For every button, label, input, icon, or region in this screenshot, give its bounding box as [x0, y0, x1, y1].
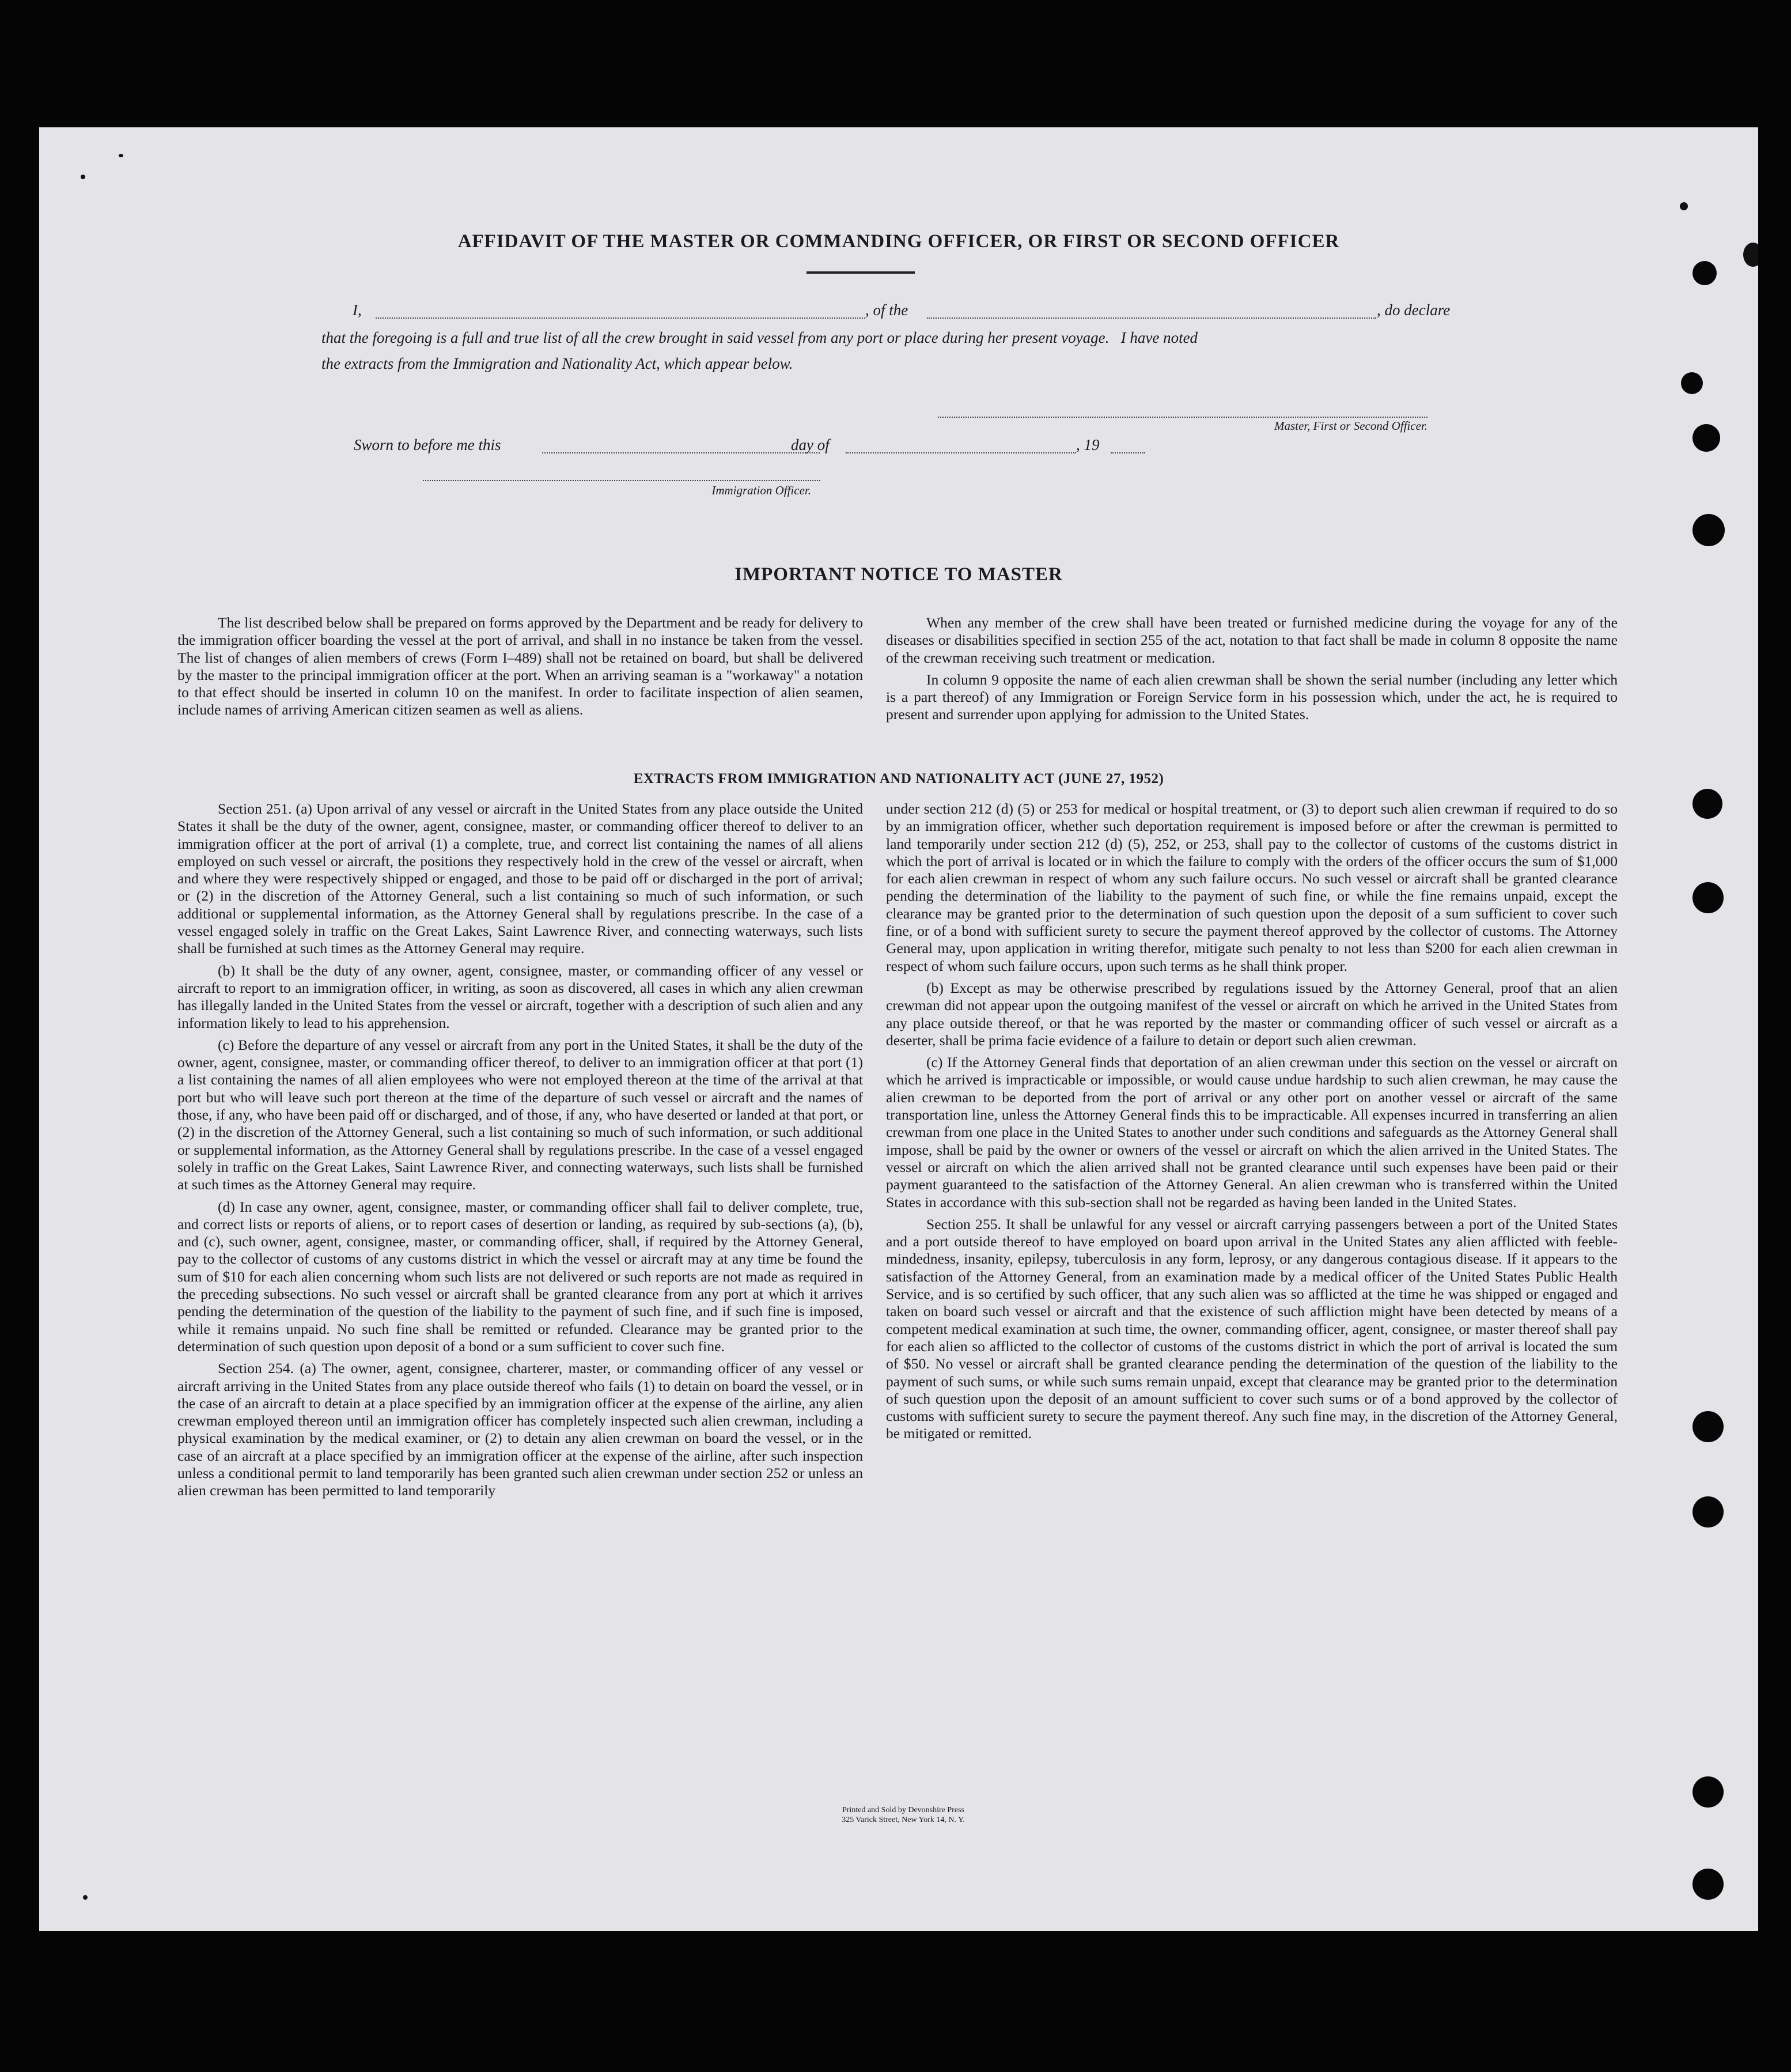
- section-255: Section 255. It shall be unlawful for any vessel or aircraft carrying passengers between a port of the United States and a port outside thereof to have employed on board upon arrival in the United States any alien afflicted with feeble-mindedness, insanity, epilepsy, tuberculosis in any form, leprosy, or any dangerous contagious disease. If it appears to the satisfaction of the Attorney General, from an examination made by a medical officer of the United States Public Health Service, and is so certified by such officer, that any such alien was so afflicted at the time he was shipped or engaged and taken on board such vessel or aircraft and that the existence of such affliction might have been detected by means of a competent medical examination at such time, the owner, commanding officer, agent, consignee, or master thereof shall pay for each alien so afflicted to the collector of customs of the customs district in which the port of arrival is located the sum of $50. No vessel or aircraft shall be granted clearance pending the determination of the question of the liability to the payment of such sums, or while such sums remain unpaid, except that clearance may be granted prior to the determination of such question upon the deposit of an amount sufficient to cover such sums or of a bond approved by the collector of customs with sufficient surety to secure the payment thereof. Any such fine may, in the discretion of the Attorney General, be mitigated or remitted.: [886, 1215, 1618, 1442]
- notice-right-paragraph-1: When any member of the crew shall have been treated or furnished medicine during the voyage for any of the diseases or disabilities specified in section 255 of the act, notation to that fact shall be made in column 8 opposite the name of the crewman receiving such treatment or medication.: [886, 614, 1618, 666]
- punch-hole: [1692, 1869, 1724, 1900]
- printer-line-1: Printed and Sold by Devonshire Press: [842, 1806, 964, 1814]
- of-the-label: , of the: [865, 301, 908, 319]
- notice-right-column: [886, 614, 1618, 724]
- declaration-line-2: that the foregoing is a full and true list of all the crew brought in said vessel from any port or place during her present voyage. I have noted: [321, 329, 1198, 346]
- scan-speck: [81, 175, 85, 179]
- sworn-month-blank[interactable]: [846, 435, 1076, 453]
- day-of-label: day of: [791, 436, 830, 453]
- sworn-year-blank[interactable]: [1111, 435, 1145, 453]
- punch-hole: [1692, 514, 1725, 546]
- notice-title: IMPORTANT NOTICE TO MASTER: [734, 564, 1063, 585]
- punch-hole: [1692, 1496, 1724, 1527]
- section-254-c: (c) If the Attorney General finds that deportation of an alien crewman under this section on the vessel or aircraft on which he arrived is impracticable or impossible, or would cause undue hardship to such alien crewman, he may cause the alien crewman to be deported from the port of arrival or any other port on another vessel or aircraft of the same transportation line, unless the Attorney General finds this to be impracticable. All expenses incurred in transferring an alien crewman from one place in the United States to another under such conditions and safeguards as the Attorney General shall impose, shall be paid by the owner or owners of the vessel or aircraft on which the alien arrived in the United States. The vessel or aircraft on which the alien arrived shall not be granted clearance until such expenses have been paid or their payment guaranteed to the satisfaction of the Attorney General. An alien crewman who is transferred within the United States in accordance with this sub-section shall not be regarded as having been landed in the United States.: [886, 1054, 1618, 1211]
- extracts-title: EXTRACTS FROM IMMIGRATION AND NATIONALITY ACT (JUNE 27, 1952): [633, 771, 1164, 787]
- punch-hole: [1692, 789, 1722, 819]
- punch-hole: [1681, 372, 1703, 394]
- title-rule: [806, 271, 915, 274]
- section-251-b: (b) It shall be the duty of any owner, agent, consignee, master, or commanding officer of any vessel or aircraft to report to an immigration officer, in writing, as soon as discovered, all cases in which any alien crewman has illegally landed in the United States from the vessel or aircraft, together with a description of such alien and any information likely to lead to his apprehension.: [177, 962, 863, 1031]
- notice-left-column: [177, 614, 863, 719]
- immigration-officer-label: Immigration Officer.: [711, 483, 811, 497]
- extracts-left-column: [177, 800, 863, 1500]
- section-254-a-continued: under section 212 (d) (5) or 253 for medical or hospital treatment, or (3) to deport such alien crewman if required to do so by an immigration officer, whether such deportation requirement is imposed before or after the crewman is permitted to land temporarily under section 212 (d) (5), 252, or 253, shall pay to the collector of customs of the customs district in which the port of arrival is located or in which the failure to comply with the orders of the officer occurs the sum of $1,000 for each alien crewman in respect of whom any such failure occurs. No such vessel or aircraft shall be granted clearance pending the determination of the liability to the payment of such fine, or while the fine remains unpaid, except the clearance may be granted prior to the determination of such question upon the deposit of a sum sufficient to cover such fine, or of a bond with sufficient surety to secure the payment thereof approved by the collector of customs. The Attorney General may, upon application in writing therefor, mitigate such penalty to not less than $200 for each alien crewman in respect of whom such failure occurs, upon such terms as he shall think proper.: [886, 800, 1618, 974]
- punch-hole: [1692, 1776, 1724, 1808]
- name-blank[interactable]: [376, 300, 865, 319]
- section-251-a: Section 251. (a) Upon arrival of any vessel or aircraft in the United States from any place outside the United States it shall be the duty of the owner, agent, consignee, master, or commanding officer thereof to deliver to an immigration officer at the port of arrival (1) a complete, true, and correct list containing the names of all aliens employed on such vessel or aircraft, the positions they respectively hold in the crew of the vessel or aircraft, when and where they were respectively shipped or engaged, and those to be paid off or discharged in the port of arrival; or (2) in the discretion of the Attorney General, such a list containing so much of such information, or such additional or supplemental information, as the Attorney General shall by regulations prescribe. In the case of a vessel engaged solely in traffic on the Great Lakes, Saint Lawrence River, and connecting waterways, such lists shall be furnished at such times as the Attorney General may require.: [177, 800, 863, 957]
- punch-hole: [1692, 424, 1720, 452]
- i-label: I,: [353, 301, 362, 319]
- scan-speck: [1680, 202, 1688, 210]
- year-label: , 19: [1076, 436, 1100, 453]
- punch-hole: [1692, 261, 1717, 285]
- document-sheet: [39, 127, 1758, 1931]
- notice-left-paragraph: The list described below shall be prepared on forms approved by the Department and be ready for delivery to the immigration officer boarding the vessel at the port of arrival, and shall in no instance be taken from the vessel. The list of changes of alien members of crews (Form I–489) shall not be retained on board, but shall be delivered by the master to the principal immigration officer at the port. When an arriving seaman is a "workaway" a notation to that effect should be inserted in column 10 on the manifest. In order to facilitate inspection of alien seamen, include names of arriving American citizen seamen as well as aliens.: [177, 614, 863, 719]
- vessel-blank[interactable]: [927, 300, 1376, 319]
- punch-hole: [1692, 882, 1724, 913]
- section-251-d: (d) In case any owner, agent, consignee, master, or commanding officer shall fail to deliver complete, true, and correct lists or reports of aliens, or to report cases of desertion or landing, as required by sub-sections (a), (b), and (c), such owner, agent, consignee, master, or commanding officer, shall, if required by the Attorney General, pay to the collector of customs of any customs district in which the vessel or aircraft may at any time be found the sum of $10 for each alien concerning whom such lists are not delivered or such reports are not made as required in the preceding subsections. No such vessel or aircraft shall be granted clearance from any port at which it arrives pending the determination of the question of the liability to the payment of such fine, and if such fine is imposed, while it remains unpaid. No such fine shall be remitted or refunded. Clearance may be granted prior to the determination of such question upon deposit of a bond or a sum sufficient to cover such fine.: [177, 1198, 863, 1355]
- sworn-day-blank[interactable]: [542, 435, 820, 453]
- section-254-b: (b) Except as may be otherwise prescribed by regulations issued by the Attorney General, proof that an alien crewman did not appear upon the outgoing manifest of the vessel or aircraft on which he arrived in the United States from any place outside thereof, or that he was reported by the master or commanding officer of such vessel or aircraft as a deserter, shall be prima facie evidence of a failure to detain or deport such alien crewman.: [886, 979, 1618, 1049]
- scan-speck: [83, 1895, 88, 1900]
- section-254-a: Section 254. (a) The owner, agent, consignee, charterer, master, or commanding officer of any vessel or aircraft arriving in the United States from any place outside thereof who fails (1) to detain on board the vessel, or in the case of an aircraft to detain at a place specified by an immigration officer at the expense of the airline, any alien crewman employed thereon until an immigration officer has completely inspected such alien crewman, including a physical examination by the medical examiner, or (2) to detain any alien crewman on board the vessel, or in the case of an aircraft at a place specified by an immigration officer at the expense of the airline, after such inspection unless a conditional permit to land temporarily has been granted such alien crewman under section 252 or unless an alien crewman has been permitted to land temporarily: [177, 1360, 863, 1499]
- extracts-right-column: [886, 800, 1618, 1443]
- do-declare-label: , do declare: [1377, 301, 1451, 319]
- affidavit-title: AFFIDAVIT OF THE MASTER OR COMMANDING OFFICER, OR FIRST OR SECOND OFFICER: [457, 231, 1340, 252]
- scan-speck: [119, 154, 123, 157]
- immigration-officer-line[interactable]: [423, 467, 820, 481]
- scan-speck: [1743, 243, 1758, 267]
- declaration-line-3: the extracts from the Immigration and Nationality Act, which appear below.: [321, 355, 793, 372]
- master-signature-line[interactable]: [938, 404, 1428, 418]
- punch-hole: [1692, 1411, 1724, 1442]
- section-251-c: (c) Before the departure of any vessel or aircraft from any port in the United States, it shall be the duty of the owner, agent, consignee, master, or commanding officer thereof, to deliver to an immigration officer at that port (1) a list containing the names of all alien employees who were not employed thereon at the time of the arrival at that port but who will leave such port thereon at the time of the departure of such vessel or aircraft and the names of those, if any, who have been paid off or discharged, and of those, if any, who have deserted or landed at that port, or (2) in the discretion of the Attorney General, such a list containing so much of such information, or such additional or supplemental information, as the Attorney General shall by regulations prescribe. In the case of a vessel engaged solely in traffic on the Great Lakes, Saint Lawrence River, and connecting waterways, such lists shall be furnished at such times as the Attorney General may require.: [177, 1036, 863, 1193]
- printer-imprint: [719, 1805, 1088, 1825]
- sworn-label: Sworn to before me this: [354, 436, 501, 453]
- printer-line-2: 325 Varick Street, New York 14, N. Y.: [842, 1816, 965, 1824]
- notice-right-paragraph-2: In column 9 opposite the name of each alien crewman shall be shown the serial number (including any letter which is a part thereof) of any Immigration or Foreign Service form in his possession which, under the act, he is required to present and surrender upon applying for admission to the United States.: [886, 671, 1618, 723]
- master-signature-label: Master, First or Second Officer.: [1274, 419, 1428, 433]
